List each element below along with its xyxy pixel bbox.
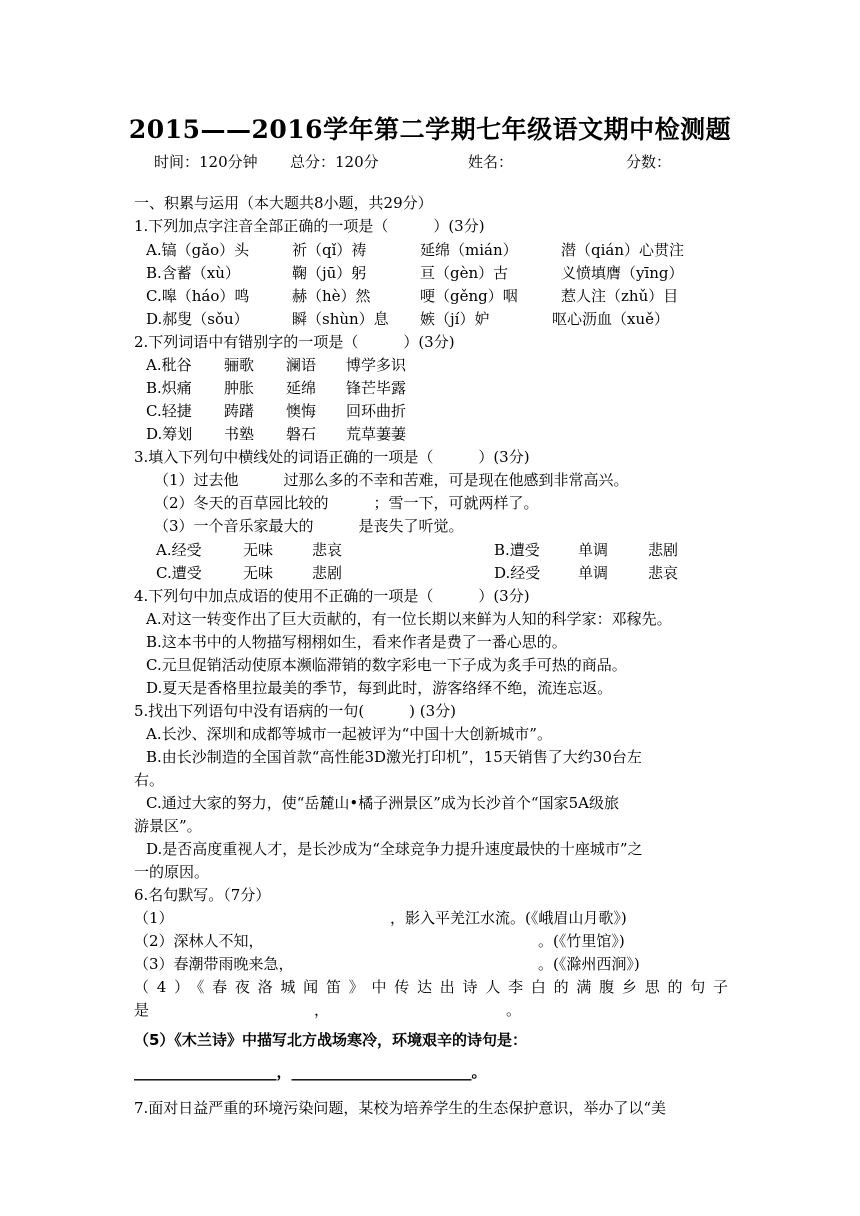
question-6-stem: 6.名句默写。（7分） — [134, 886, 271, 904]
q1-option-c-1: C.嗥（háo）鸣 — [146, 287, 250, 305]
q5-option-c-line2: 游景区”。 — [134, 817, 202, 835]
q4-option-b: B.这本书中的人物描写栩栩如生，看来作者是费了一番心思的。 — [146, 633, 567, 651]
question-1-stem: 1.下列加点字注音全部正确的一项是（ ）(3分) — [134, 217, 485, 235]
question-3-stem: 3.填入下列句中横线处的词语正确的一项是（ ）(3分) — [134, 448, 530, 466]
q6-line-2-prefix: （2）深林人不知， — [134, 932, 264, 950]
question-2-stem: 2.下列词语中有错别字的一项是（ ）(3分) — [134, 333, 455, 351]
q1-option-b-2: 鞠（jū）躬 — [292, 264, 367, 282]
q1-option-c-2: 赫（hè）然 — [292, 287, 371, 305]
q2-option-a-2: 骊歌 — [224, 356, 255, 374]
q6-line-5-blanks: ___________________，________________________。 — [134, 1063, 487, 1081]
q6-line-5: （5）《木兰诗》中描写北方战场寒冷，环境艰辛的诗句是： — [134, 1031, 527, 1049]
q3-sentence-1: （1）过去他 过那么多的不幸和苦难，可是现在他感到非常高兴。 — [154, 471, 629, 489]
q6-line-1-suffix: ，影入平羌江水流。(《峨眉山月歌》) — [390, 909, 627, 927]
score-label: 分数： — [626, 153, 672, 171]
q3-sentence-2: （2）冬天的百草园比较的 ；雪一下，可就两样了。 — [154, 494, 539, 512]
q6-line-2-suffix: 。(《竹里馆》) — [538, 932, 625, 950]
q3-sentence-3: （3）一个音乐家最大的 是丧失了听觉。 — [154, 517, 464, 535]
q6-line-1-prefix: （1） — [134, 909, 174, 927]
q3-option-d-2: 单调 — [578, 564, 609, 582]
q2-option-a-3: 澜语 — [286, 356, 317, 374]
q3-option-a-2: 无味 — [243, 541, 274, 559]
q1-option-a-1: A.镐（gǎo）头 — [146, 241, 250, 259]
q1-option-d-1: D.郝叟（sǒu） — [146, 310, 249, 328]
q3-option-d-3: 悲哀 — [648, 564, 679, 582]
q1-option-b-3: 亘（gèn）古 — [420, 264, 509, 282]
q2-option-b-2: 肿胀 — [224, 379, 255, 397]
q1-option-a-2: 祈（qǐ）祷 — [292, 241, 367, 259]
q2-option-c-4: 回环曲折 — [346, 402, 407, 420]
q6-line-3-suffix: 。(《滁州西涧》) — [538, 955, 640, 973]
question-5-stem: 5.找出下列语句中没有语病的一句( ) (3分) — [134, 702, 457, 720]
q1-option-c-3: 哽（gěng）咽 — [420, 287, 518, 305]
q2-option-d-3: 磐石 — [286, 425, 317, 443]
q6-line-4-end: 。 — [506, 1001, 522, 1019]
q1-option-d-2: 瞬（shùn）息 — [292, 310, 389, 328]
q5-option-d-line1: D.是否高度重视人才，是长沙成为“全球竞争力提升速度最快的十座城市”之 — [146, 840, 643, 858]
q5-option-d-line2: 一的原因。 — [134, 863, 210, 881]
q5-option-c-line1: C.通过大家的努力，使“岳麓山•橘子洲景区”成为长沙首个“国家5A级旅 — [146, 794, 619, 812]
q4-option-a: A.对这一转变作出了巨大贡献的，有一位长期以来鲜为人知的科学家：邓稼先。 — [146, 610, 672, 628]
q2-option-d-1: D.筹划 — [146, 425, 193, 443]
q2-option-c-3: 懊悔 — [286, 402, 317, 420]
q3-option-c-3: 悲剧 — [312, 564, 343, 582]
q2-option-d-4: 荒草萋萋 — [346, 425, 407, 443]
section-heading: 一、积累与运用（本大题共8小题，共29分） — [134, 194, 433, 212]
q1-option-d-3: 嫉（jí）妒 — [420, 310, 490, 328]
q6-line-4-prefix: 是 — [134, 1001, 150, 1019]
q1-option-c-4: 惹人注（zhǔ）目 — [561, 287, 679, 305]
q2-option-a-1: A.秕谷 — [146, 356, 192, 374]
q3-option-c-1: C.遭受 — [156, 564, 202, 582]
q1-option-d-4: 呕心沥血（xuě） — [552, 310, 669, 328]
q3-option-c-2: 无味 — [243, 564, 274, 582]
q2-option-b-1: B.炽痛 — [146, 379, 192, 397]
q2-option-d-2: 书塾 — [224, 425, 255, 443]
q2-option-c-1: C.轻捷 — [146, 402, 192, 420]
exam-time: 时间：120分钟 — [154, 153, 258, 171]
q3-option-b-1: B.遭受 — [494, 541, 540, 559]
q5-option-b-line1: B.由长沙制造的全国首款“高性能3D激光打印机”，15天销售了大约30台左 — [146, 748, 642, 766]
name-label: 姓名： — [468, 153, 514, 171]
total-score: 总分：120分 — [290, 153, 379, 171]
q3-option-b-2: 单调 — [578, 541, 609, 559]
q4-option-c: C.元旦促销活动使原本濒临滞销的数字彩电一下子成为炙手可热的商品。 — [146, 656, 627, 674]
q1-option-a-3: 延绵（mián） — [420, 241, 518, 259]
q3-option-a-1: A.经受 — [156, 541, 202, 559]
q2-option-a-4: 博学多识 — [346, 356, 407, 374]
page-title: 2015——2016学年第二学期七年级语文期中检测题 — [128, 115, 732, 144]
q2-option-b-3: 延绵 — [286, 379, 317, 397]
q2-option-b-4: 锋芒毕露 — [346, 379, 407, 397]
q4-option-d: D.夏天是香格里拉最美的季节，每到此时，游客络绎不绝，流连忘返。 — [146, 679, 613, 697]
q5-option-a: A.长沙、深圳和成都等城市一起被评为“中国十大创新城市”。 — [146, 725, 552, 743]
q6-line-4-comma: ， — [314, 1001, 330, 1019]
q3-option-d-1: D.经受 — [494, 564, 541, 582]
q1-option-b-1: B.含蓄（xù） — [146, 264, 240, 282]
question-4-stem: 4.下列句中加点成语的使用不正确的一项是（ ）(3分) — [134, 587, 530, 605]
q5-option-b-line2: 右。 — [134, 771, 165, 789]
q3-option-a-3: 悲哀 — [312, 541, 343, 559]
question-7-stem: 7.面对日益严重的环境污染问题，某校为培养学生的生态保护意识，举办了以“美 — [134, 1099, 666, 1117]
q6-line-4: （4）《春夜洛城闻笛》中传达出诗人李白的满腹乡思的句子 — [134, 978, 728, 996]
q1-option-a-4: 潜（qián）心贯注 — [561, 241, 685, 259]
q6-line-3-prefix: （3）春潮带雨晚来急， — [134, 955, 294, 973]
q2-option-c-2: 踌躇 — [224, 402, 255, 420]
q3-option-b-3: 悲剧 — [648, 541, 679, 559]
q1-option-b-4: 义愤填膺（yīng） — [561, 264, 684, 282]
